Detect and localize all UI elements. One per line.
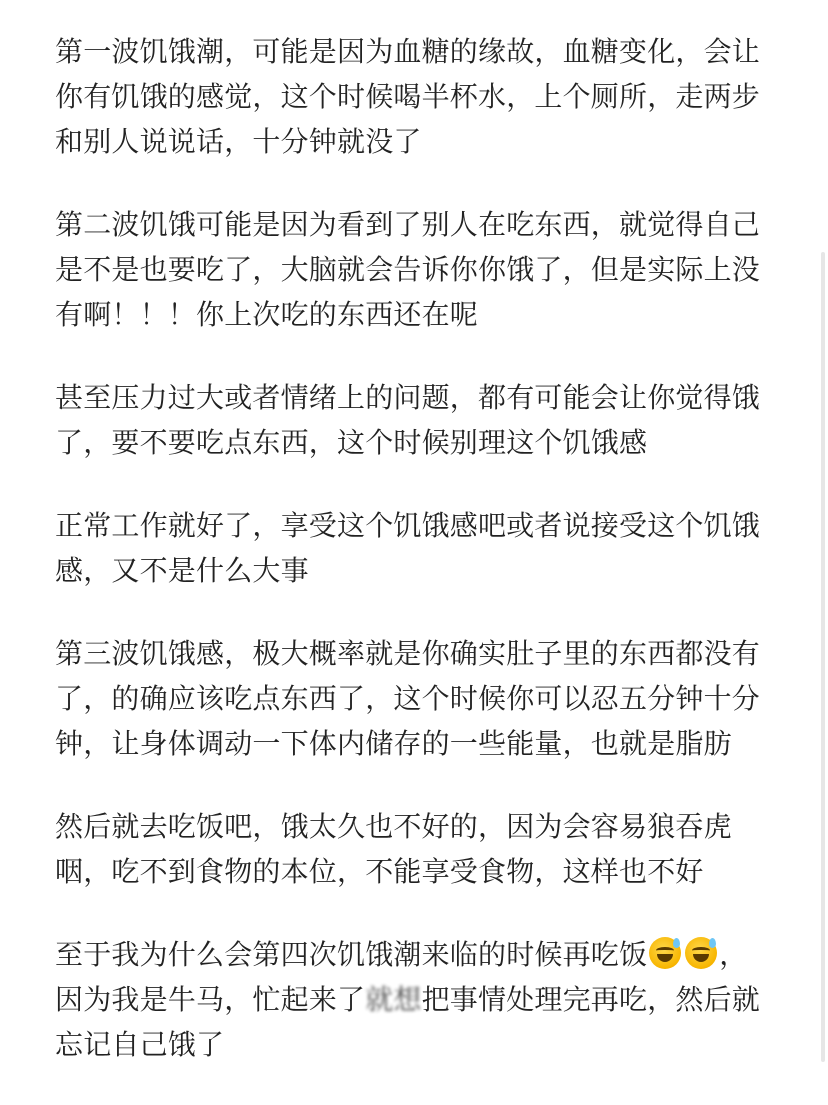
grinning-sweat-face-icon (649, 937, 681, 969)
article-body (55, 29, 775, 1105)
paragraph-6: 然后就去吃饭吧，饿太久也不好的，因为会容易狼吞虎咽，吃不到食物的本位，不能享受食物，这样也不好 (55, 810, 732, 888)
paragraph-4: 正常工作就好了，享受这个饥饿感吧或者说接受这个饥饿感，又不是什么大事 (55, 509, 761, 587)
grinning-sweat-face-icon (685, 937, 717, 969)
paragraph-7-end: 把事情处理完再吃，然后就忘记自己饿了 (55, 983, 761, 1061)
paragraph-7-start: 至于我为什么会第四次饥饿潮来临的时候再吃饭 (55, 938, 648, 971)
blurred-text: 就想 (365, 983, 422, 1016)
paragraph-1: 第一波饥饿潮，可能是因为血糖的缘故，血糖变化，会让你有饥饿的感觉，这个时候喝半杯水，上个厕所，走两步和别人说说话，十分钟就没了 (55, 35, 761, 158)
paragraph-7-middle: ，因为我是牛马，忙起来了 (55, 938, 748, 1016)
vertical-scrollbar[interactable] (821, 252, 825, 1062)
paragraph-5: 第三波饥饿感，极大概率就是你确实肚子里的东西都没有了，的确应该吃点东西了，这个时候你可以忍五分钟十分钟，让身体调动一下体内储存的一些能量，也就是脂肪 (55, 637, 761, 760)
paragraph-3: 甚至压力过大或者情绪上的问题，都有可能会让你觉得饿了，要不要吃点东西，这个时候别理这个饥饿感 (55, 381, 761, 459)
paragraph-2: 第二波饥饿可能是因为看到了别人在吃东西，就觉得自己是不是也要吃了，大脑就会告诉你你饿了，但是实际上没有啊！！！你上次吃的东西还在呢 (55, 208, 761, 331)
paragraph-7 (55, 932, 775, 1067)
